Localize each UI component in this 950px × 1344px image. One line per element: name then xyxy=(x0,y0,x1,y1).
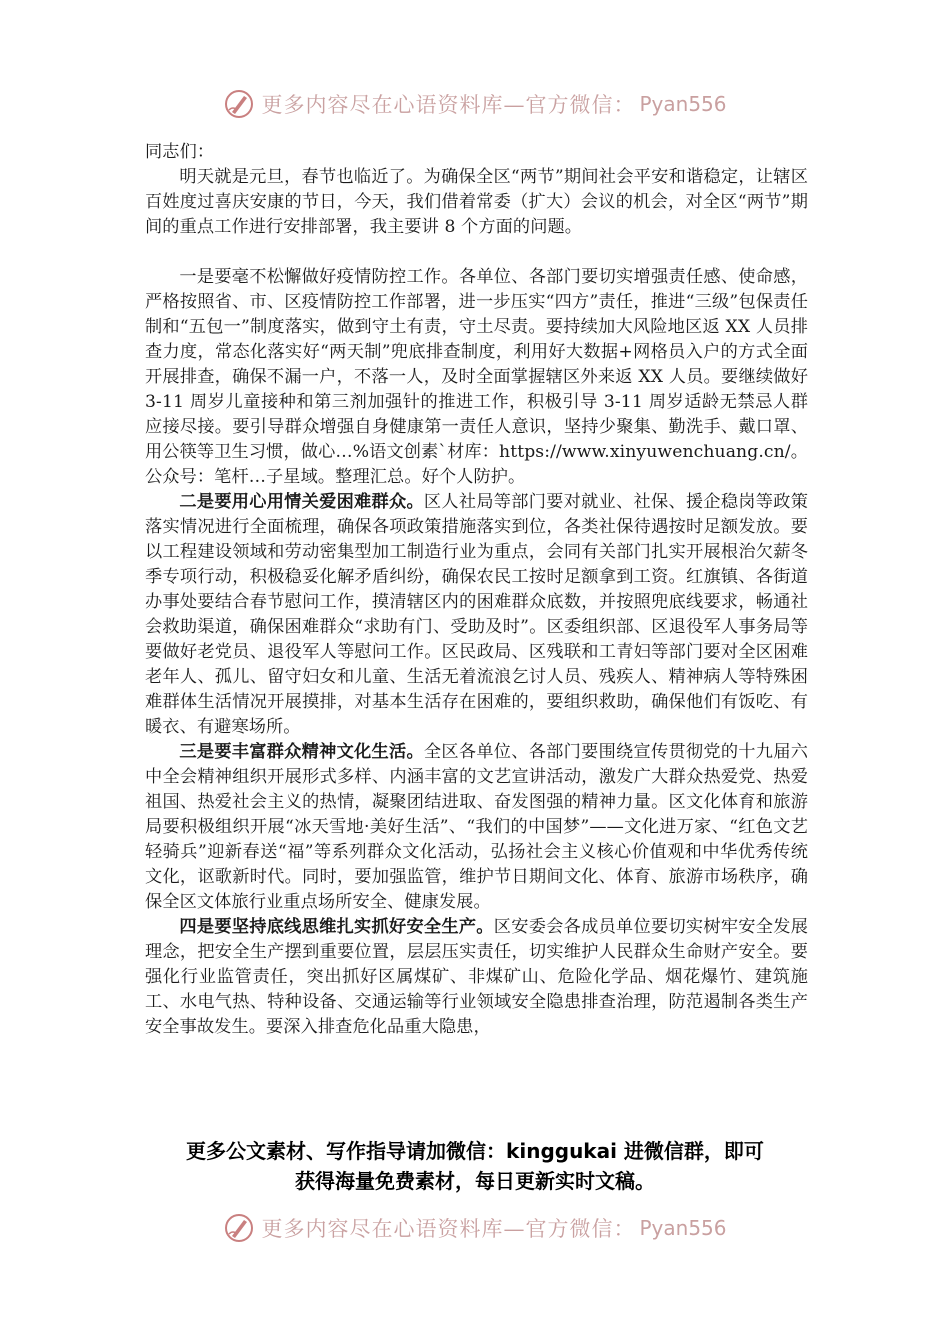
watermark-wechat-id: Pyan556 xyxy=(639,92,727,116)
section-3-heading: 三是要丰富群众精神文化生活。 xyxy=(179,742,424,762)
footer-watermark-banner xyxy=(0,1208,950,1248)
salutation: 同志们： xyxy=(145,142,215,162)
section-paragraph-1 xyxy=(145,265,808,490)
section-paragraph-3 xyxy=(145,740,808,915)
section-paragraph-2 xyxy=(145,490,808,740)
header-watermark-banner xyxy=(0,84,950,124)
pen-logo-icon xyxy=(223,88,255,120)
promo-notice xyxy=(140,1136,810,1196)
section-2-text: 区人社局等部门要对就业、社保、援企稳岗等政策落实情况进行全面梳理，确保各项政策措施落实到位，各类社保待遇按时足额发放。要以工程建设领域和劳动密集型加工制造行业为重点，会同有关部门扎实开展根治欠薪冬季专项行动，积极稳妥化解矛盾纠纷，确保农民工按时足额拿到工资。红旗镇、各街道办事处要结合春节慰问工作，摸清辖区内的困难群众底数，并按照兜底线要求，畅通社会救助渠道，确保困难群众“求助有门、受助及时”。区委组织部、区退役军人事务局等要做好老党员、退役军人等慰问工作。区民政局、区残联和工青妇等部门要对全区困难老年人、孤儿、留守妇女和儿童、生活无着流浪乞讨人员、残疾人、精神病人等特殊困难群体生活情况开展摸排，对基本生活存在困难的，要组织救助，确保他们有饭吃、有暖衣、有避寒场所。 xyxy=(145,492,808,737)
watermark-wechat-id: Pyan556 xyxy=(639,1216,727,1240)
watermark-text: 更多内容尽在心语资料库—官方微信： xyxy=(261,1217,636,1241)
promo-line-2: 获得海量免费素材，每日更新实时文稿。 xyxy=(295,1169,655,1193)
section-2-heading: 二是要用心用情关爱困难群众。 xyxy=(179,492,424,512)
promo-line-1: 更多公文素材、写作指导请加微信：kinggukai 进微信群，即可 xyxy=(186,1139,764,1163)
section-4-heading: 四是要坚持底线思维扎实抓好安全生产。 xyxy=(179,917,494,937)
paragraph-spacer xyxy=(145,240,808,265)
section-paragraph-4 xyxy=(145,915,808,1040)
section-3-text: 全区各单位、各部门要围绕宣传贯彻党的十九届六中全会精神组织开展形式多样、内涵丰富的文艺宣讲活动，激发广大群众热爱党、热爱祖国、热爱社会主义的热情，凝聚团结进取、奋发图强的精神力量。区文化体育和旅游局要积极组织开展“冰天雪地·美好生活”、“我们的中国梦”——文化进万家、“红色文艺轻骑兵”迎新春送“福”等系列群众文化活动，弘扬社会主义核心价值观和中华优秀传统文化，讴歌新时代。同时，要加强监管，维护节日期间文化、体育、旅游市场秩序，确保全区文体旅行业重点场所安全、健康发展。 xyxy=(145,742,808,912)
watermark-text: 更多内容尽在心语资料库—官方微信： xyxy=(261,93,636,117)
section-1-text: 一是要毫不松懈做好疫情防控工作。各单位、各部门要切实增强责任感、使命感，严格按照省、市、区疫情防控工作部署，进一步压实“四方”责任，推进“三级”包保责任制和“五包一”制度落实，做到守土有责，守土尽责。要持续加大风险地区返 XX 人员排查力度，常态化落实好“两天制”兜底排查制度，利用好大数据+网格员入户的方式全面开展排查，确保不漏一户，不落一人，及时全面掌握辖区外来返 XX 人员。要继续做好 3-11 周岁儿童接种和第三剂加强针的推进工作，积极引导 3-11 周岁适龄无禁忌人群应接尽接。要引导群众增强自身健康第一责任人意识，坚持少聚集、勤洗手、戴口罩、用公筷等卫生习惯，做心…%语文创素`材库：https://www.xinyuwenchuang.cn/。公众号：笔杆…子星域。整理汇总。好个人防护。 xyxy=(145,267,808,487)
intro-paragraph: 明天就是元旦，春节也临近了。为确保全区“两节”期间社会平安和谐稳定，让辖区百姓度过喜庆安康的节日，今天，我们借着常委（扩大）会议的机会，对全区“两节”期间的重点工作进行安排部署，我主要讲 8 个方面的问题。 xyxy=(145,167,808,237)
pen-logo-icon xyxy=(223,1212,255,1244)
document-body xyxy=(145,140,808,1040)
section-4-text: 区安委会各成员单位要切实树牢安全发展理念，把安全生产摆到重要位置，层层压实责任，切实维护人民群众生命财产安全。要强化行业监管责任，突出抓好区属煤矿、非煤矿山、危险化学品、烟花爆竹、建筑施工、水电气热、特种设备、交通运输等行业领域安全隐患排查治理，防范遏制各类生产安全事故发生。要深入排查危化品重大隐患， xyxy=(145,917,808,1037)
